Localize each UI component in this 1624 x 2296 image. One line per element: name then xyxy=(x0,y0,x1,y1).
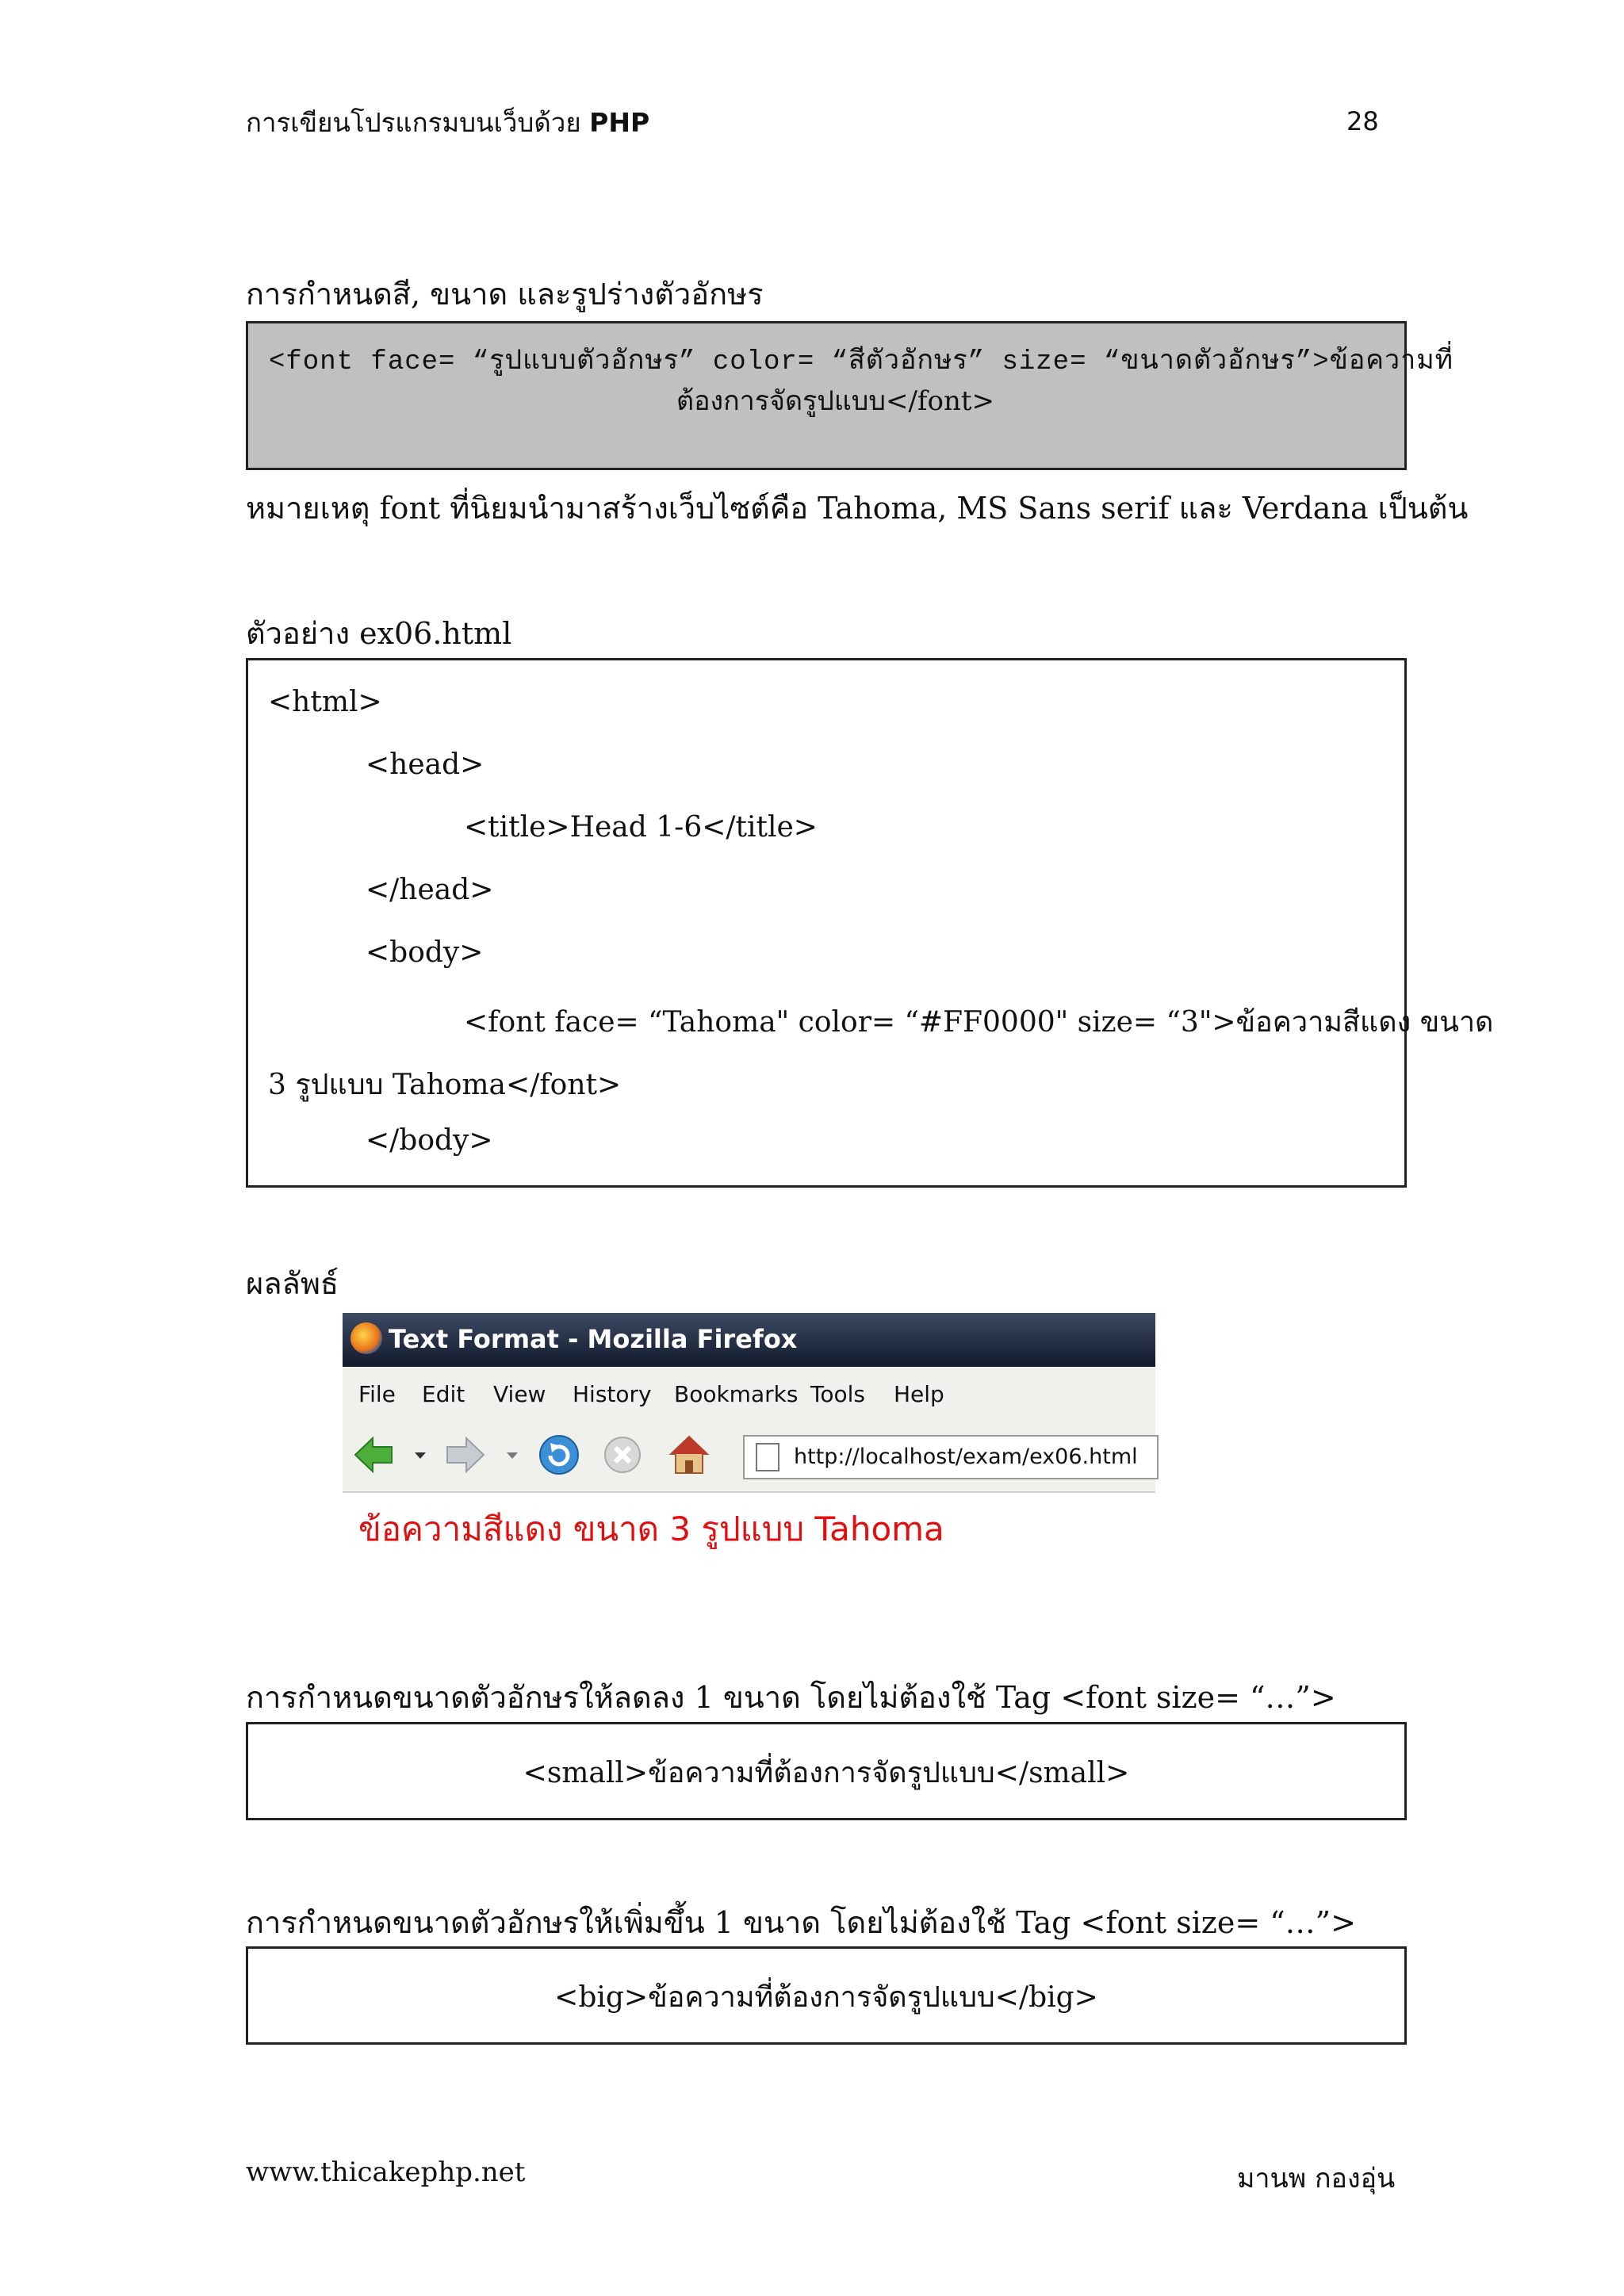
menu-bookmarks[interactable]: Bookmarks xyxy=(674,1381,799,1407)
example-code-box xyxy=(246,658,1494,1188)
footer-website: www.thicakephp.net xyxy=(246,2156,526,2188)
firefox-logo-icon xyxy=(350,1322,382,1354)
home-icon[interactable] xyxy=(668,1433,710,1476)
rendered-red-text: ข้อความสีแดง ขนาด 3 รูปแบบ Tahoma xyxy=(358,1510,944,1548)
navigation-toolbar xyxy=(343,1419,1155,1490)
header-title-php: PHP xyxy=(589,107,650,138)
small-tag-code: <small>ข้อความที่ต้องการจัดรูปแบบ</small> xyxy=(523,1757,1130,1789)
page-number: 28 xyxy=(1346,106,1379,136)
header-title-thai: การเขียนโปรแกรมบนเว็บด้วย xyxy=(246,107,590,138)
small-tag-heading: การกำหนดขนาดตัวอักษรให้ลดลง 1 ขนาด โดยไม่ต้องใช้ Tag <font size= “…”> xyxy=(246,1680,1336,1715)
code-line: <html> xyxy=(268,686,382,718)
result-heading: ผลลัพธ์ xyxy=(246,1266,339,1301)
browser-title-bar xyxy=(343,1313,1155,1367)
small-tag-box xyxy=(246,1722,1407,1820)
url-text: http://localhost/exam/ex06.html xyxy=(794,1445,1138,1469)
footer-author: มานพ กองอุ่น xyxy=(1237,2163,1396,2195)
dropdown-icon[interactable] xyxy=(412,1433,428,1476)
back-arrow-icon[interactable] xyxy=(352,1433,395,1476)
code-line: 3 รูปแบบ Tahoma</font> xyxy=(268,1069,622,1101)
menu-tools[interactable]: Tools xyxy=(810,1381,865,1407)
big-tag-code: <big>ข้อความที่ต้องการจัดรูปแบบ</big> xyxy=(554,1981,1098,2014)
code-line: <body> xyxy=(366,936,484,969)
code-line: <font face= “Tahoma" color= “#FF0000" size= “3">ข้อความสีแดง ขนาด xyxy=(464,1006,1494,1039)
section-heading-font-tag: การกำหนดสี, ขนาด และรูปร่างตัวอักษร xyxy=(246,277,764,312)
font-syntax-line1: <font face= “รูปแบบตัวอักษร” color= “สีตัวอักษร” size= “ขนาดตัวอักษร”>ข้อความที่ xyxy=(269,347,1454,377)
menu-help[interactable]: Help xyxy=(894,1381,944,1407)
forward-arrow-icon[interactable] xyxy=(444,1433,487,1476)
font-syntax-box xyxy=(246,321,1454,470)
code-line: </head> xyxy=(366,874,494,906)
dropdown-icon[interactable] xyxy=(504,1433,520,1476)
font-syntax-line2: ต้องการจัดรูปแบบ</font> xyxy=(676,385,995,417)
stop-icon[interactable] xyxy=(601,1433,644,1476)
menu-view[interactable]: View xyxy=(493,1381,546,1407)
code-line: <head> xyxy=(366,748,485,781)
running-header-title xyxy=(246,101,649,144)
example-heading: ตัวอย่าง ex06.html xyxy=(246,616,512,651)
big-tag-box xyxy=(246,1946,1407,2045)
menu-bar xyxy=(343,1367,1155,1419)
code-line: <title>Head 1-6</title> xyxy=(464,811,818,844)
browser-screenshot xyxy=(343,1313,1155,1493)
code-line: </body> xyxy=(366,1124,493,1157)
window-title: Text Format - Mozilla Firefox xyxy=(389,1324,798,1354)
menu-edit[interactable]: Edit xyxy=(422,1381,465,1407)
reload-icon[interactable] xyxy=(538,1433,580,1476)
page-icon xyxy=(756,1443,779,1471)
font-note: หมายเหตุ font ที่นิยมนำมาสร้างเว็บไซต์คือ Tahoma, MS Sans serif และ Verdana เป็นต้น xyxy=(246,491,1469,526)
menu-history[interactable]: History xyxy=(573,1381,652,1407)
big-tag-heading: การกำหนดขนาดตัวอักษรให้เพิ่มขึ้น 1 ขนาด โดยไม่ต้องใช้ Tag <font size= “…”> xyxy=(246,1905,1356,1940)
menu-file[interactable]: File xyxy=(358,1381,396,1407)
url-bar[interactable] xyxy=(743,1435,1159,1479)
